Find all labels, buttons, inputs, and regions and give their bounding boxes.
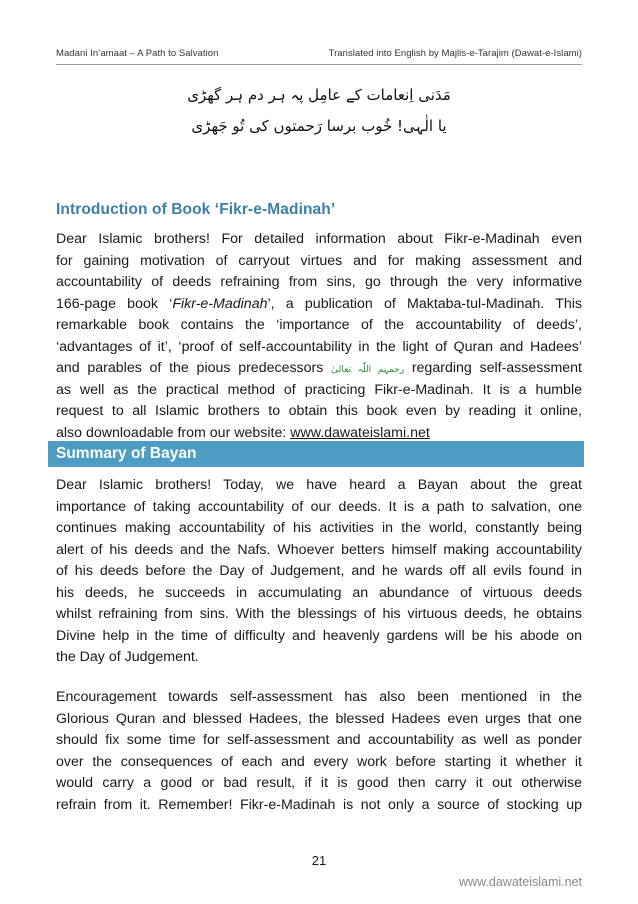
header-divider xyxy=(56,64,582,65)
text-fragment: and parables of the pious predecessors xyxy=(56,360,332,376)
text-fragment: regarding self-assessment xyxy=(404,360,582,376)
text-line: the Day of Judgement. xyxy=(56,649,199,665)
text-line: importance of taking accountability of our deeds. It is a path to salvation, one xyxy=(56,498,582,515)
page-number: 21 xyxy=(311,853,327,868)
text-line: as well as the practical method of practicing Fikr-e-Madinah. It is a humble xyxy=(56,381,582,398)
summary-heading-bar xyxy=(48,441,584,467)
text-line: whilst refraining from sins. With the blessings of his virtuous deeds, he obtains xyxy=(56,606,582,622)
footer-website-url: www.dawateislami.net xyxy=(459,875,582,889)
text-line: ‘advantages of it’, ‘proof of self-accountability in the light of Quran and Hadees’ xyxy=(56,338,582,355)
book-title-italic: Fikr-e-Madinah xyxy=(172,295,268,312)
text-line: over the consequences of each and every work before starting it whether it xyxy=(56,753,582,770)
running-header xyxy=(56,48,582,59)
summary-heading: Summary of Bayan xyxy=(56,445,197,462)
summary-paragraph-1 xyxy=(56,475,582,669)
text-line: remarkable book contains the ‘importance of the accountability of deeds’, xyxy=(56,317,582,333)
text-line: Divine help in the time of difficulty and heavenly gardens will be his abode on xyxy=(56,627,582,644)
text-fragment: ’, a publication of Maktaba-tul-Madinah. This xyxy=(267,295,582,312)
urdu-couplet-line-1: مَدَنی اِنعامات کے عامِل پہ ہر دم ہر گھڑی xyxy=(187,86,451,104)
text-line: continues making accountability of his activities in the world, constantly being xyxy=(56,520,582,536)
text-line: request to all Islamic brothers to obtain this book even by reading it online, xyxy=(56,403,582,419)
summary-paragraph-2 xyxy=(56,687,582,816)
text-line xyxy=(56,294,582,316)
text-line: accountability of deeds refraining from sins, go through the very informative xyxy=(56,274,582,290)
text-line: his deeds, he succeeds in accumulating an abundance of virtuous deeds xyxy=(56,584,582,601)
text-line xyxy=(56,358,582,380)
text-line: Glorious Quran and blessed Hadees, the blessed Hadees even urges that one xyxy=(56,710,582,727)
text-line: would carry a good or bad result, if it is good then carry it out otherwise xyxy=(56,775,582,791)
text-fragment: also downloadable from our website: xyxy=(56,424,291,441)
introduction-paragraph xyxy=(56,229,582,444)
text-line: should fix some time for self-assessment and accountability as well as ponder xyxy=(56,732,582,748)
website-link[interactable]: www.dawateislami.net xyxy=(290,424,430,441)
text-line: Dear Islamic brothers! For detailed information about Fikr-e-Madinah even xyxy=(56,231,582,247)
introduction-heading: Introduction of Book ‘Fikr-e-Madinah’ xyxy=(56,201,336,218)
header-book-title: Madani In’amaat – A Path to Salvation xyxy=(56,48,219,59)
text-line: refrain from it. Remember! Fikr-e-Madinah is not only a source of stocking up xyxy=(56,796,582,813)
honorific-arabic: رحمہم اللّٰہ تعالیٰ xyxy=(331,365,405,375)
text-line: alert of his deeds and the Nafs. Whoever betters himself making accountability xyxy=(56,541,582,558)
header-translator-credit: Translated into English by Majlis-e-Tarajim (Dawat-e-Islami) xyxy=(328,48,582,59)
urdu-couplet-line-2: یا الٰہی! خُوب برسا رَحمتوں کی تُو جَھڑی xyxy=(191,117,447,135)
text-line: Dear Islamic brothers! Today, we have heard a Bayan about the great xyxy=(56,477,582,493)
text-line: Encouragement towards self-assessment has also been mentioned in the xyxy=(56,689,582,705)
text-line: of his deeds before the Day of Judgement, and he wards off all evils found in xyxy=(56,563,582,579)
text-line: for gaining motivation of carryout virtues and for making assessment and xyxy=(56,252,582,269)
text-fragment: 166-page book ‘ xyxy=(56,295,173,312)
